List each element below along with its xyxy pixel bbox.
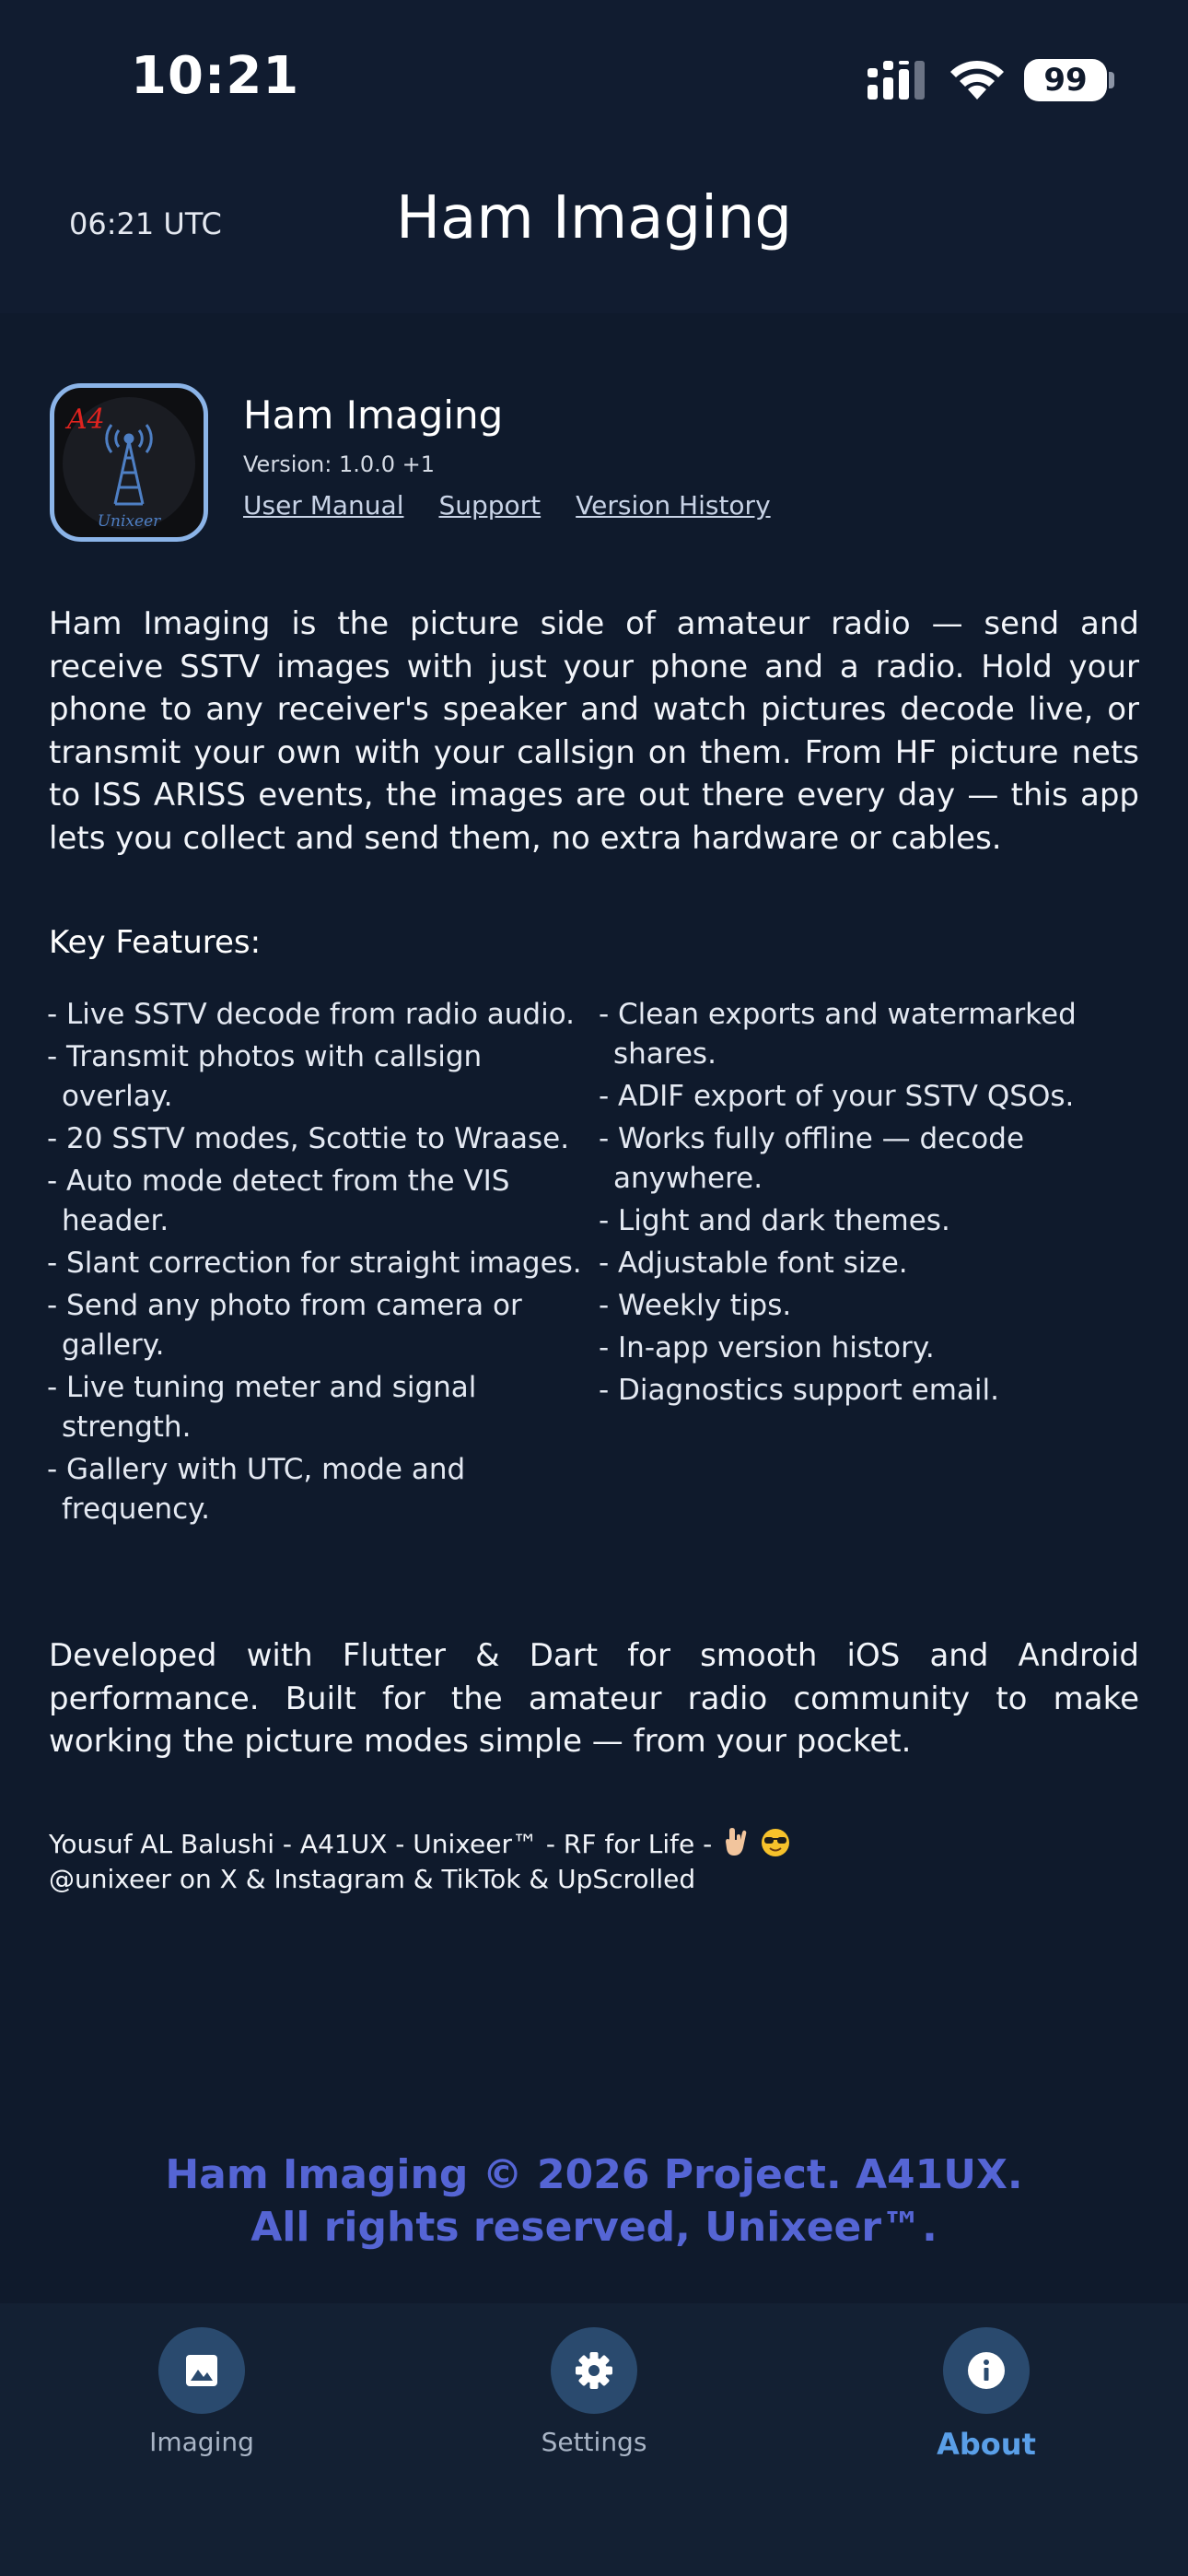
copyright-line: Ham Imaging © 2026 Project. A41UX.	[165, 2151, 1023, 2198]
support-link[interactable]: Support	[438, 490, 542, 521]
status-bar	[0, 0, 1188, 147]
feature-item: - Clean exports and watermarked shares.	[599, 998, 1077, 1071]
copyright-text	[0, 2149, 1188, 2254]
page-title: Ham Imaging	[395, 184, 793, 252]
feature-item: - Light and dark themes.	[599, 1204, 950, 1237]
rock-hand-icon	[720, 1827, 751, 1858]
signature-social: @unixeer on X & Instagram & TikTok & UpScrolled	[49, 1864, 696, 1894]
wifi-icon	[947, 55, 1007, 101]
version-history-link[interactable]: Version History	[576, 490, 771, 521]
status-time: 10:21	[131, 46, 300, 106]
feature-item: - Live tuning meter and signal strength.	[47, 1371, 477, 1444]
image-icon	[182, 2351, 221, 2390]
feature-item: - Adjustable font size.	[599, 1247, 908, 1280]
feature-item: - Send any photo from camera or gallery.	[47, 1289, 522, 1362]
logo-text-bottom: Unixeer	[97, 512, 161, 531]
feature-item: - Diagnostics support email.	[599, 1374, 999, 1407]
nav-imaging-label: Imaging	[149, 2427, 254, 2457]
nav-settings[interactable]	[483, 2327, 705, 2457]
feature-item: - In-app version history.	[599, 1331, 935, 1364]
logo-text-top: A4	[67, 404, 105, 436]
info-links	[243, 490, 806, 521]
feature-item: - Gallery with UTC, mode and frequency.	[47, 1453, 466, 1526]
sunglasses-face-icon	[760, 1827, 791, 1858]
copyright-line: All rights reserved, Unixeer™.	[250, 2204, 938, 2251]
user-manual-link[interactable]: User Manual	[243, 490, 404, 521]
nav-about[interactable]	[876, 2327, 1097, 2462]
feature-item: - Live SSTV decode from radio audio.	[47, 998, 575, 1031]
gear-icon	[573, 2349, 615, 2392]
nav-imaging[interactable]	[91, 2327, 312, 2457]
bottom-navigation	[0, 2303, 1188, 2576]
cellular-signal-icon	[868, 61, 928, 101]
feature-item: - Weekly tips.	[599, 1289, 792, 1322]
nav-about-label: About	[937, 2427, 1036, 2462]
feature-item: - Works fully offline — decode anywhere.	[599, 1122, 1025, 1195]
features-title: Key Features:	[49, 924, 262, 961]
utc-clock: 06:21 UTC	[69, 206, 222, 241]
info-icon	[966, 2350, 1007, 2391]
feature-item: - ADIF export of your SSTV QSOs.	[599, 1080, 1075, 1113]
app-description: Ham Imaging is the picture side of amateur radio — send and receive SSTV images with just your phone and a radio. Hold your phone to any receiver's speaker and watch pictures decode live, or transmit your own with your callsign on them. From HF picture nets to ISS ARISS events, the images are out there every day — this app lets you collect and send them, no extra hardware or cables.	[49, 605, 1139, 857]
signature-line	[49, 1827, 791, 1862]
nav-imaging-circle[interactable]	[158, 2327, 245, 2414]
feature-item: - Auto mode detect from the VIS header.	[47, 1165, 510, 1237]
feature-item: - Slant correction for straight images.	[47, 1247, 582, 1280]
battery-indicator: 99	[1024, 59, 1107, 101]
nav-about-circle[interactable]	[943, 2327, 1030, 2414]
nav-settings-label: Settings	[541, 2427, 647, 2457]
app-version: Version: 1.0.0 +1	[243, 451, 436, 477]
developed-with-text: Developed with Flutter & Dart for smooth iOS and Android performance. Built for the amateur radio community to make working the picture modes simple — from your pocket.	[49, 1637, 1139, 1760]
app-header	[0, 147, 1188, 313]
app-name: Ham Imaging	[243, 392, 504, 438]
feature-item: - 20 SSTV modes, Scottie to Wraase.	[47, 1122, 570, 1155]
app-logo-icon	[50, 383, 208, 542]
author-signature	[49, 1827, 791, 1897]
nav-settings-circle[interactable]	[551, 2327, 637, 2414]
features-list-right	[599, 995, 1114, 1413]
feature-item: - Transmit photos with callsign overlay.	[47, 1040, 483, 1113]
signature-name: Yousuf AL Balushi - A41UX - Unixeer™ - RF for Life -	[49, 1829, 713, 1859]
features-list-left	[47, 995, 600, 1532]
battery-tip	[1109, 72, 1114, 88]
